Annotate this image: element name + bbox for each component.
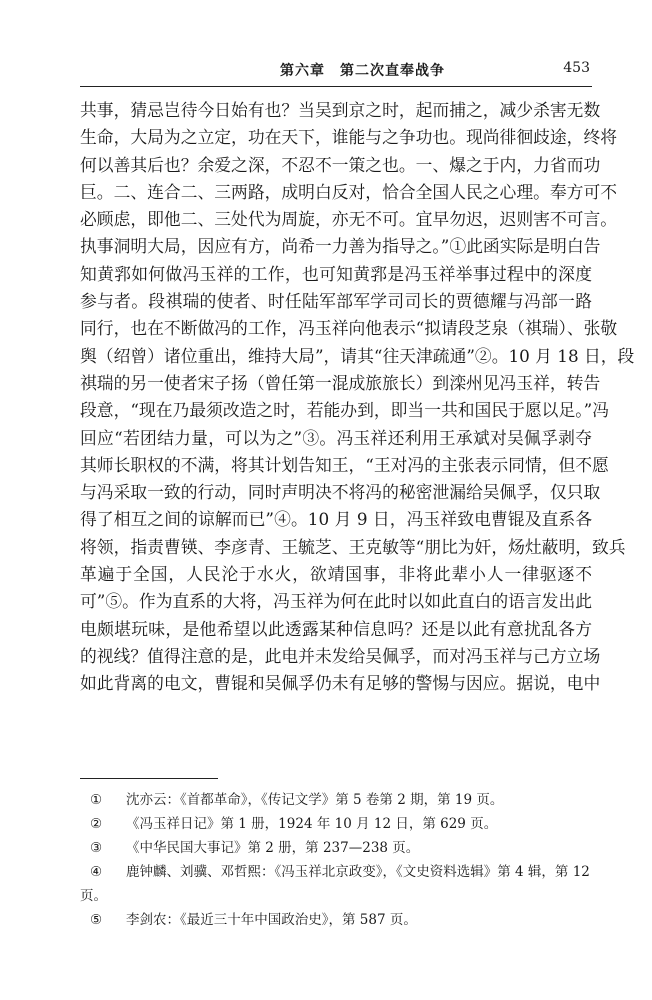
footnote-marker: ③	[90, 840, 103, 856]
text-line: 革遍于全国，人民沦于水火，欲靖国事，非将此辈小人一律驱逐不	[80, 564, 592, 585]
text-line: 知黄郛如何做冯玉祥的工作，也可知黄郛是冯玉祥举事过程中的深度	[80, 263, 592, 284]
text-line: 参与者。段祺瑞的使者、时任陆军部军学司司长的贾德耀与冯部一路	[80, 291, 592, 312]
text-line: 共事，猜忌岂待今日始有也？当吴到京之时，起而捕之，减少杀害无数	[80, 100, 601, 120]
text-line: 执事洞明大局，因应有方，尚希一力善为指导之。”①此函实际是明白告	[80, 236, 601, 257]
text-line: 电颇堪玩味，是他希望以此透露某种信息吗？还是以此有意扰乱各方	[80, 618, 592, 639]
text-line: 回应“若团结力量，可以为之”③。冯玉祥还利用王承斌对吴佩孚剥夺	[80, 427, 592, 448]
footnote-text: 《冯玉祥日记》第 1 册，1924 年 10 月 12 日，第 629 页。	[126, 816, 498, 832]
text-line: 将领，指责曹锳、李彦青、王毓芝、王克敏等“朋比为奸，炀灶蔽明，致兵	[80, 536, 626, 557]
footnote	[80, 908, 592, 932]
text-line: 得了相互之间的谅解而已”④。10 月 9 日，冯玉祥致电曹锟及直系各	[80, 509, 592, 530]
text-line: 其师长职权的不满，将其计划告知王，“王对冯的主张表示同情，但不愿	[80, 454, 609, 475]
text-line: 必顾虑，即他二、三处代为周旋，亦无不可。宜早勿迟，迟则害不可言。	[80, 209, 618, 230]
chapter-title: 第六章 第二次直奉战争	[280, 63, 445, 79]
page-number: 453	[563, 60, 590, 76]
text-line: 巨。二、连合二、三两路，成明白反对，恰合全国人民之心理。奉方可不	[80, 181, 618, 202]
text-line: 祺瑞的另一使者宋子扬（曾任第一混成旅旅长）到滦州见冯玉祥，转告	[80, 372, 601, 393]
footnote-marker: ②	[90, 816, 103, 832]
text-line: 的视线？值得注意的是，此电并未发给吴佩孚，而对冯玉祥与己方立场	[80, 645, 601, 666]
footnote-marker: ①	[90, 792, 103, 808]
text-line: 舆（绍曾）诸位重出，维持大局”，请其“往天津疏通”②。10 月 18 日，段	[80, 345, 635, 366]
footnote-text: 《中华民国大事记》第 2 册，第 237—238 页。	[126, 840, 420, 856]
footnote	[80, 860, 592, 908]
footnote	[80, 788, 592, 812]
text-line: 如此背离的电文，曹锟和吴佩孚仍未有足够的警惕与因应。据说，电中	[80, 673, 601, 694]
footnote-continuation: 页。	[80, 888, 107, 904]
text-line: 何以善其后也？余爱之深，不忍不一策之也。一、爆之于内，力省而功	[80, 154, 601, 175]
header-rule	[80, 86, 592, 87]
footnote-rule	[80, 778, 218, 779]
body-text	[80, 97, 635, 698]
text-line: 与冯采取一致的行动，同时声明决不将冯的秘密泄漏给吴佩孚，仅只取	[80, 482, 601, 503]
text-line: 同行，也在不断做冯的工作，冯玉祥向他表示“拟请段芝泉（祺瑞）、张敬	[80, 318, 618, 339]
footnote-marker: ⑤	[90, 912, 103, 928]
footnote-text: 沈亦云：《首都革命》，《传记文学》第 5 卷第 2 期，第 19 页。	[126, 792, 504, 808]
running-header	[80, 60, 590, 82]
footnote	[80, 836, 592, 860]
footnotes	[80, 788, 592, 932]
footnote-marker: ④	[90, 864, 103, 880]
text-line: 段意，“现在乃最须改造之时，若能办到，即当一共和国民于愿以足。”冯	[80, 400, 609, 421]
text-line: 生命，大局为之立定，功在天下，谁能与之争功也。现尚徘徊歧途，终将	[80, 127, 618, 148]
text-line: 可”⑤。作为直系的大将，冯玉祥为何在此时以如此直白的语言发出此	[80, 591, 593, 612]
footnote-text: 鹿钟麟、刘骥、邓哲熙：《冯玉祥北京政变》，《文史资料选辑》第 4 辑，第 12	[126, 864, 590, 880]
footnote	[80, 812, 592, 836]
footnote-text: 李剑农：《最近三十年中国政治史》，第 587 页。	[126, 912, 417, 928]
